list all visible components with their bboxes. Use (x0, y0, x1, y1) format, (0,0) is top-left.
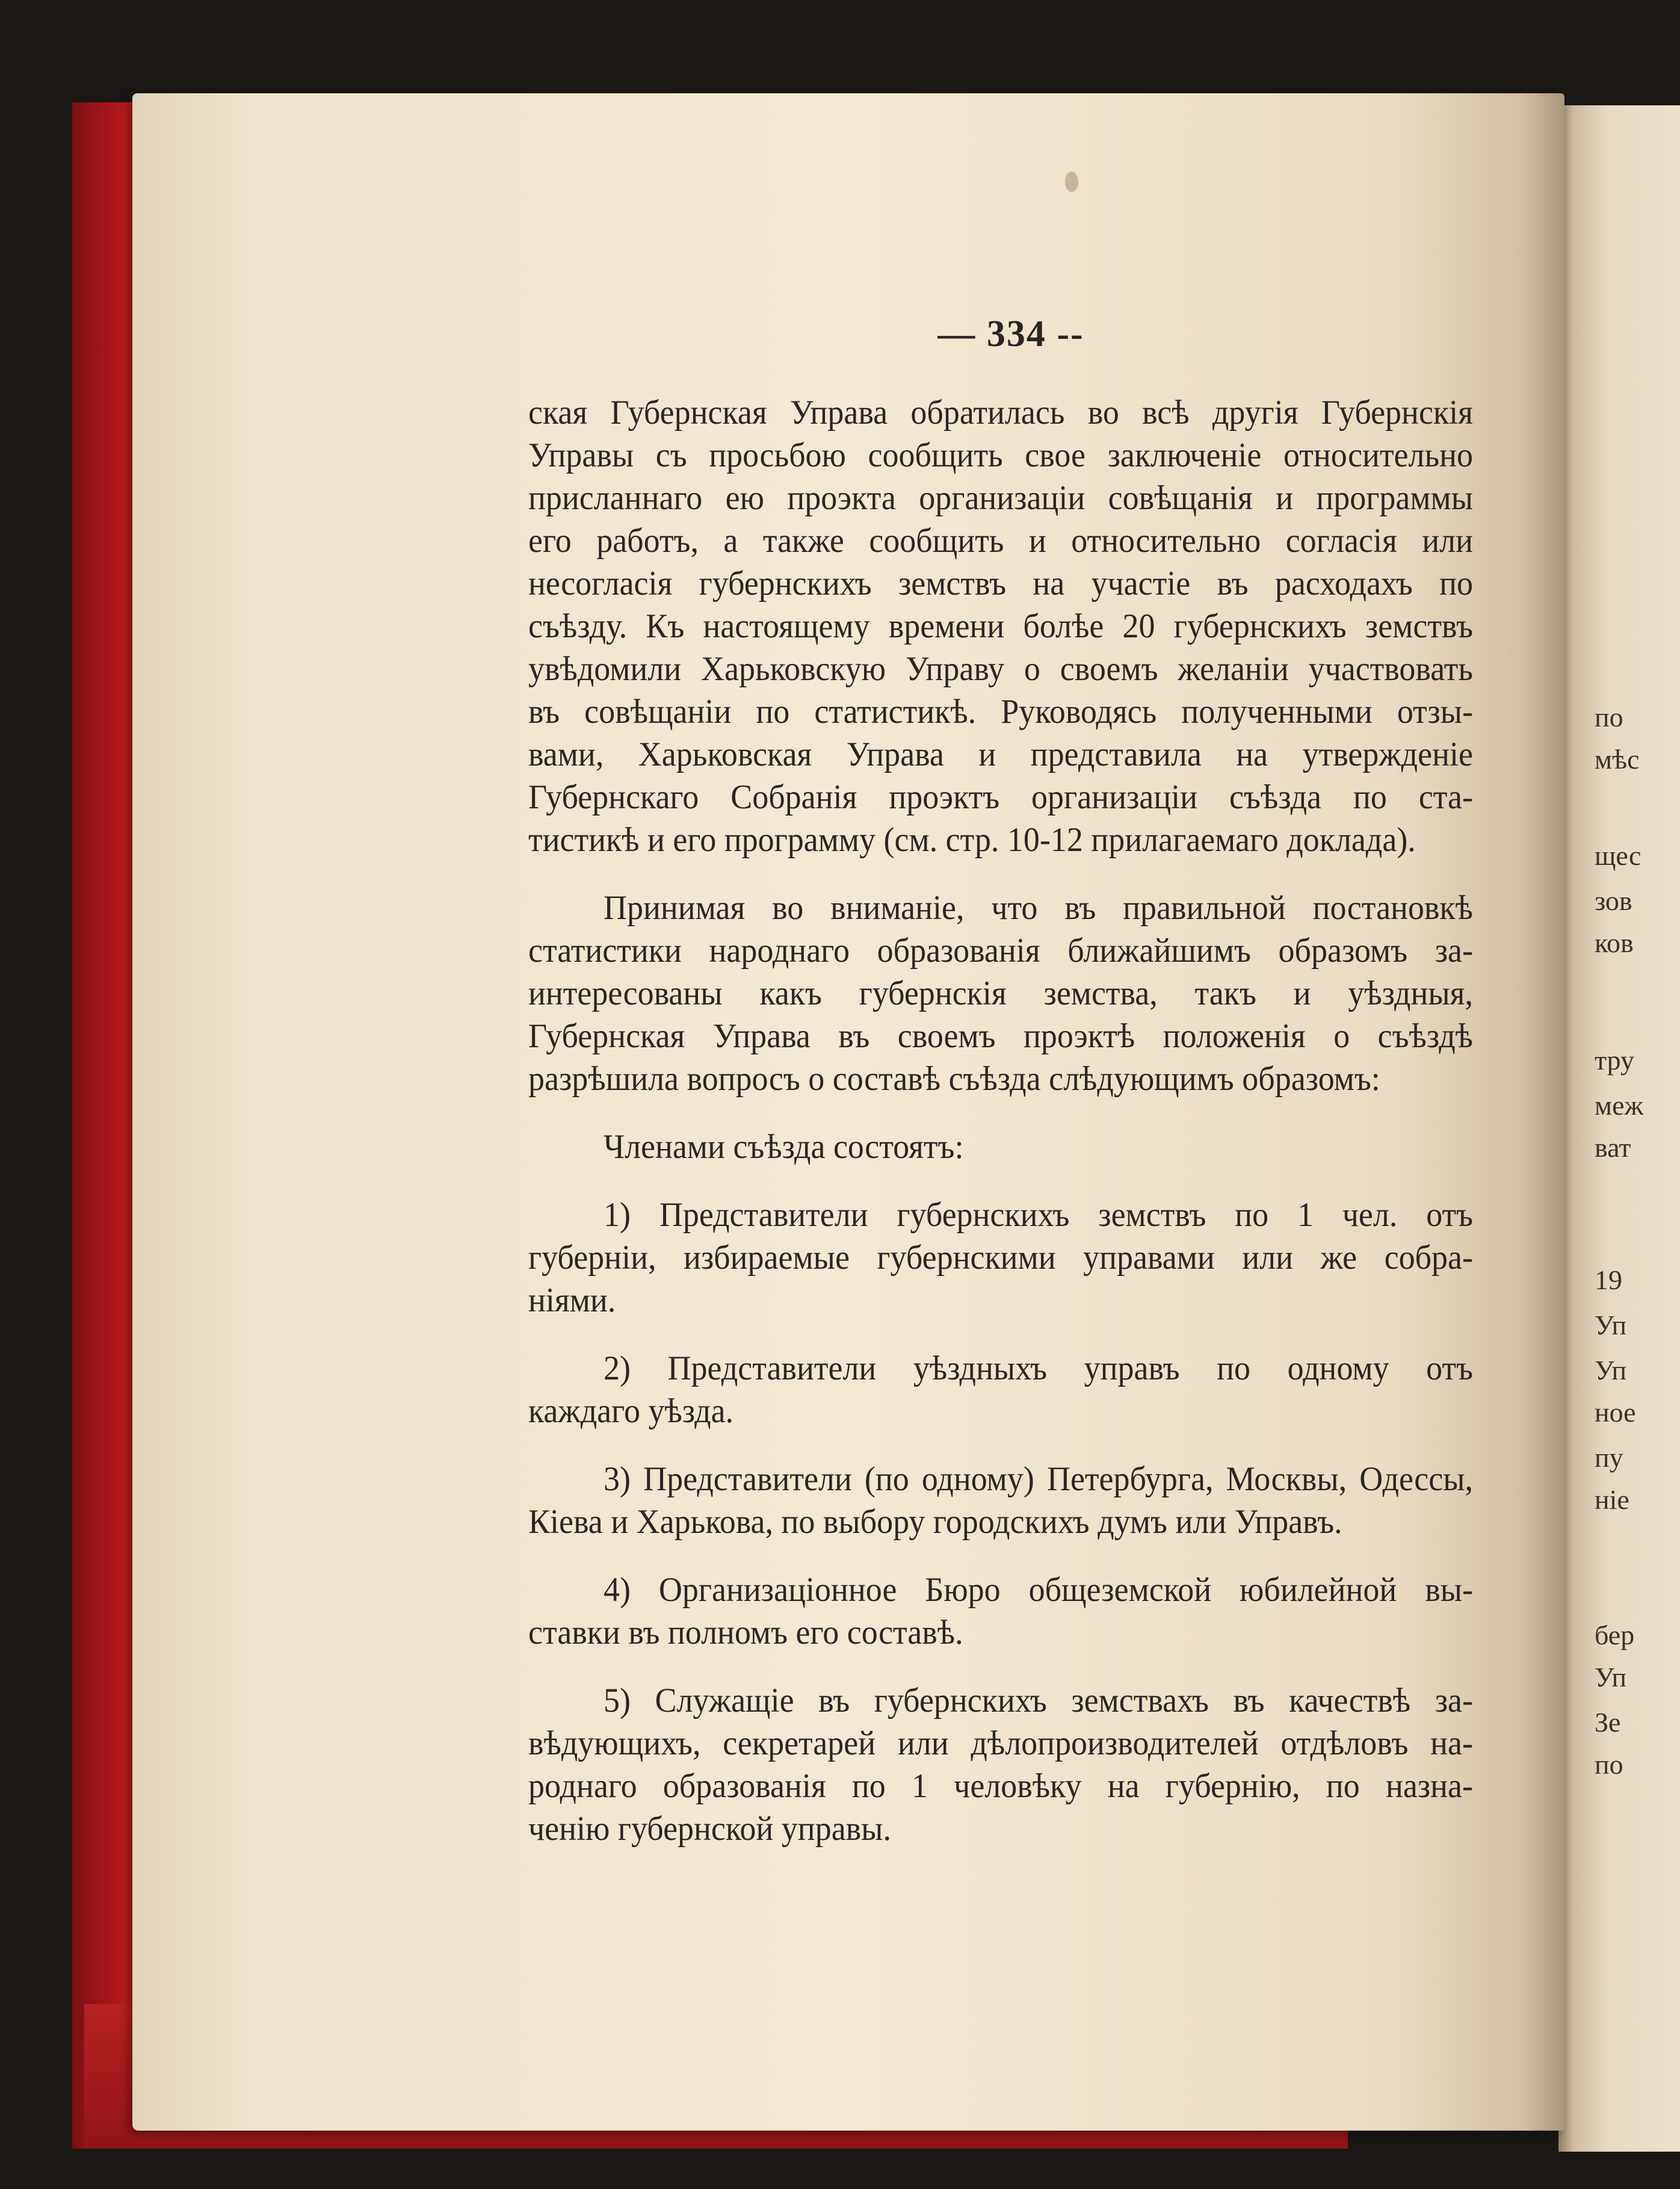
next-page-edge (1558, 105, 1680, 2152)
text-line: каждаго уѣзда. (528, 1392, 734, 1430)
paper-smudge (1065, 172, 1078, 192)
next-page-fragment: щес (1595, 840, 1641, 871)
text-line: ская Губернская Управа обратилась во всѣ другія Губернскія (528, 393, 1473, 432)
paragraph-gap (528, 1543, 1473, 1568)
text-line: тистикѣ и его программу (см. стр. 10-12 прилагаемаго доклада). (528, 820, 1416, 859)
text-line: 4) Организаціонное Бюро общеземской юбилейной вы- (604, 1570, 1473, 1609)
next-page-fragment: Зе (1595, 1707, 1621, 1738)
paragraph-gap (528, 1432, 1473, 1458)
text-line: съѣзду. Къ настоящему времени болѣе 20 губернскихъ земствъ (528, 607, 1473, 645)
text-line: Губернская Управа въ своемъ проэктѣ положенія о съѣздѣ (528, 1017, 1473, 1055)
next-page-fragment: меж (1595, 1090, 1644, 1121)
text-line: Кіева и Харькова, по выбору городскихъ думъ или Управъ. (528, 1502, 1342, 1541)
next-page-fragment: зов (1595, 885, 1632, 916)
text-line: Губернскаго Собранія проэктъ организаціи съѣзда по ста- (528, 778, 1473, 816)
next-page-fragment: ват (1595, 1132, 1631, 1163)
paragraph-gap (528, 1100, 1473, 1125)
paragraph-gap (528, 1322, 1473, 1347)
next-page-fragment: мѣс (1595, 744, 1640, 775)
text-line: присланнаго ею проэкта организаціи совѣщанія и программы (528, 478, 1473, 517)
text-line: статистики народнаго образованія ближайшимъ образомъ за- (528, 931, 1473, 970)
text-line: ставки въ полномъ его составѣ. (528, 1613, 963, 1652)
paragraph-gap (528, 1654, 1473, 1679)
text-line: несогласія губернскихъ земствъ на участіе въ расходахъ по (528, 564, 1473, 602)
next-page-fragment: ков (1595, 927, 1634, 958)
text-line: 1) Представители губернскихъ земствъ по 1 чел. отъ (604, 1195, 1473, 1234)
text-line: вами, Харьковская Управа и представила на утвержденіе (528, 735, 1473, 773)
text-line: увѣдомили Харьковскую Управу о своемъ желаніи участвовать (528, 649, 1473, 688)
next-page-fragment: тру (1595, 1045, 1635, 1076)
text-line: интересованы какъ губернскія земства, такъ и уѣздныя, (528, 974, 1473, 1012)
text-line: ніями. (528, 1281, 616, 1319)
next-page-fragment: ное (1595, 1397, 1636, 1428)
text-line: въ совѣщаніи по статистикѣ. Руководясь полученными отзы- (528, 692, 1473, 731)
page-number: — 334 -- (937, 314, 1084, 355)
next-page-fragment: Уп (1595, 1310, 1627, 1340)
text-line: роднаго образованія по 1 человѣку на губернію, по назна- (528, 1766, 1473, 1805)
text-line: его работъ, а также сообщить и относительно согласія или (528, 521, 1473, 560)
text-line: 5) Служащіе въ губернскихъ земствахъ въ качествѣ за- (604, 1681, 1473, 1720)
next-page-fragment: 19 (1595, 1265, 1622, 1295)
text-line: разрѣшила вопросъ о составѣ съѣзда слѣдующимъ образомъ: (528, 1059, 1380, 1098)
next-page-fragment: пу (1595, 1442, 1623, 1473)
text-line: 3) Представители (по одному) Петербурга, Москвы, Одессы, (604, 1460, 1473, 1498)
page-text (528, 391, 1473, 1850)
text-line: Членами съѣзда состоятъ: (604, 1127, 964, 1166)
text-line: вѣдующихъ, секретарей или дѣлопроизводителей отдѣловъ на- (528, 1724, 1473, 1762)
text-line: 2) Представители уѣздныхъ управъ по одному отъ (604, 1349, 1473, 1387)
text-line: Принимая во вниманіе, что въ правильной постановкѣ (604, 888, 1473, 927)
text-line: Управы съ просьбою сообщить свое заключеніе относительно (528, 436, 1473, 474)
paragraph-gap (528, 1168, 1473, 1194)
text-line: ченію губернской управы. (528, 1809, 891, 1848)
next-page-fragment: по (1595, 1749, 1623, 1780)
next-page-fragment: ніе (1595, 1484, 1629, 1515)
next-page-fragment: Уп (1595, 1355, 1627, 1386)
next-page-fragment: бер (1595, 1620, 1635, 1650)
next-page-fragment: Уп (1595, 1662, 1627, 1692)
next-page-fragment: по (1595, 702, 1623, 732)
text-line: губерніи, избираемые губернскими управами или же собра- (528, 1238, 1473, 1277)
paragraph-gap (528, 861, 1473, 887)
